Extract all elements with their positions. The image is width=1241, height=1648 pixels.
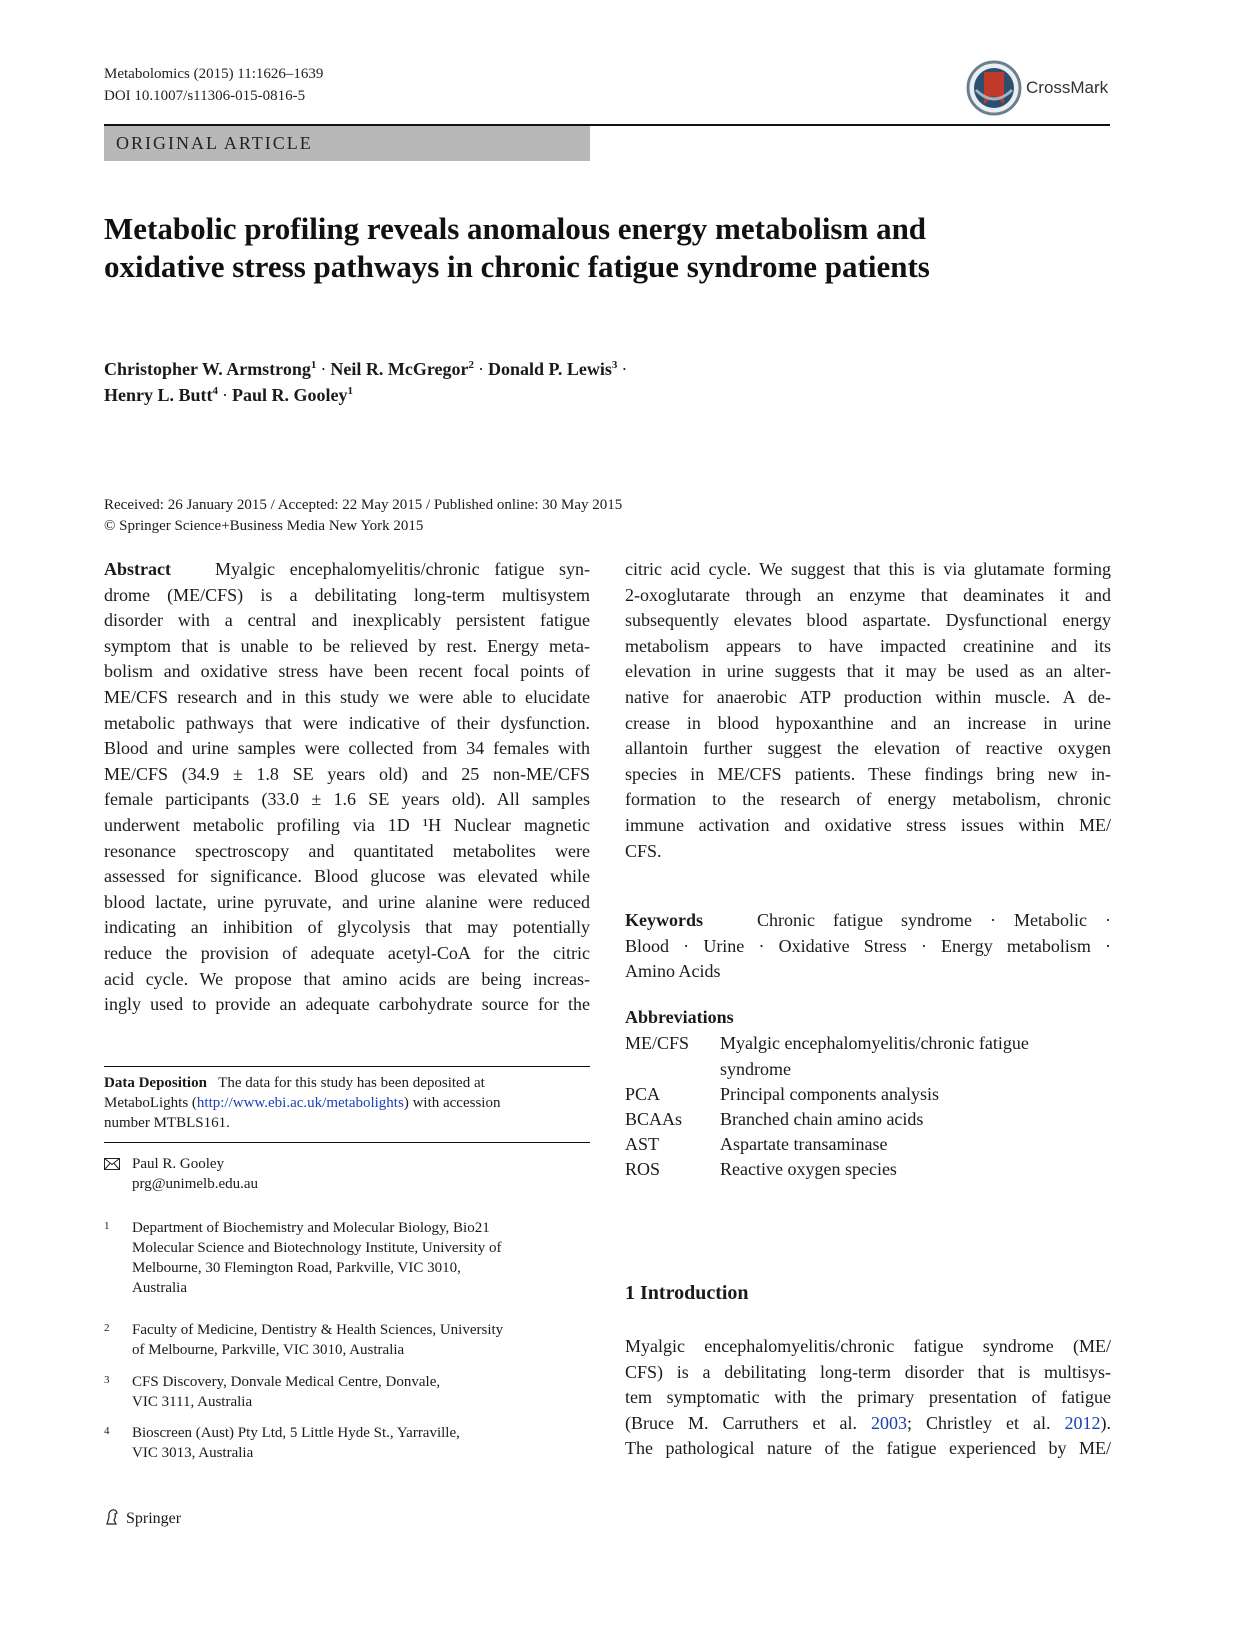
affiliation-number: 1 bbox=[104, 1220, 110, 1232]
author-line-2 bbox=[104, 382, 1004, 408]
article-type-banner: ORIGINAL ARTICLE bbox=[104, 126, 590, 161]
abstract-line: elevation in urine suggests that it may be used as an alter- bbox=[625, 661, 1111, 682]
abstract-line: CFS. bbox=[625, 840, 662, 861]
abstract-line: ingly used to provide an adequate carbohydrate source for the bbox=[104, 994, 590, 1015]
data-deposition-text: ) with accession bbox=[403, 1095, 501, 1111]
introduction-line: tem symptomatic with the primary presentation of fatigue bbox=[625, 1387, 1111, 1408]
data-deposition-text: MetaboLights ( bbox=[104, 1095, 197, 1111]
affiliation-number: 2 bbox=[104, 1322, 110, 1334]
abstract-line: subsequently elevates blood aspartate. Dysfunctional energy bbox=[625, 610, 1111, 631]
crossmark-badge[interactable] bbox=[966, 60, 1116, 118]
affiliation-line: VIC 3013, Australia bbox=[132, 1445, 254, 1461]
abstract-line: metabolic pathways that were indicative of their dysfunction. bbox=[104, 712, 590, 733]
affiliation-text bbox=[132, 1320, 572, 1360]
abbreviation-definition bbox=[720, 1031, 1110, 1082]
abstract-line: blood lactate, urine pyruvate, and urine alanine were reduced bbox=[104, 891, 590, 912]
author-name[interactable]: Henry L. Butt bbox=[104, 385, 213, 405]
abstract-line: resonance spectroscopy and quantitated metabolites were bbox=[104, 840, 590, 861]
abstract-line: assessed for significance. Blood glucose was elevated while bbox=[104, 866, 590, 887]
abstract-line: species in ME/CFS patients. These findings bring new in- bbox=[625, 763, 1111, 784]
introduction-line: The pathological nature of the fatigue experienced by ME/ bbox=[625, 1438, 1111, 1459]
abbreviations-heading: Abbreviations bbox=[625, 1007, 734, 1027]
abbreviation-definition: Reactive oxygen species bbox=[720, 1159, 897, 1179]
abbreviations bbox=[625, 1007, 1111, 1177]
abstract-line: indicating an inhibition of glycolysis that may potentially bbox=[104, 917, 590, 938]
affiliation-text bbox=[132, 1218, 572, 1298]
affiliation-line: Australia bbox=[132, 1280, 187, 1296]
introduction-line bbox=[625, 1411, 1111, 1437]
section-heading-introduction: 1 Introduction bbox=[625, 1282, 749, 1304]
author-affiliation-mark: 4 bbox=[212, 385, 219, 397]
envelope-icon bbox=[104, 1158, 120, 1170]
affiliation-line: VIC 3111, Australia bbox=[132, 1394, 253, 1410]
introduction-text-span: (Bruce M. Carruthers et al. bbox=[625, 1412, 871, 1433]
author-list bbox=[104, 356, 1004, 408]
introduction-text-span: ). bbox=[1100, 1412, 1111, 1433]
data-deposition bbox=[104, 1073, 590, 1133]
affiliation-text bbox=[132, 1372, 572, 1412]
crossmark-label: CrossMark bbox=[1026, 78, 1109, 97]
data-deposition-label: Data Deposition bbox=[104, 1075, 207, 1091]
keywords-text: Amino Acids bbox=[625, 961, 721, 982]
data-deposition-text: number MTBLS161. bbox=[104, 1115, 230, 1131]
abstract-line: citric acid cycle. We suggest that this is via glutamate forming bbox=[625, 559, 1111, 579]
abstract-right bbox=[625, 557, 1111, 864]
keywords-text: Blood · Urine · Oxidative Stress · Energy metabolism · bbox=[625, 935, 1111, 956]
author-line-1 bbox=[104, 356, 1004, 382]
abstract-left bbox=[104, 557, 590, 1018]
citation-link[interactable]: 2012 bbox=[1064, 1412, 1101, 1433]
affiliation-line: Melbourne, 30 Flemington Road, Parkville, VIC 3010, bbox=[132, 1260, 461, 1276]
introduction-text bbox=[625, 1334, 1111, 1462]
affiliation-text bbox=[132, 1423, 572, 1463]
abstract-line: symptom that is unable to be relieved by rest. Energy meta- bbox=[104, 635, 590, 656]
abstract-line bbox=[104, 557, 590, 583]
abstract-line: allantoin further suggest the elevation of reactive oxygen bbox=[625, 738, 1111, 759]
separator: · bbox=[320, 359, 327, 379]
springer-horse-icon bbox=[104, 1508, 122, 1526]
abbreviation-term: ME/CFS bbox=[625, 1033, 690, 1053]
introduction-text-span: ; Christley et al. bbox=[906, 1412, 1065, 1433]
author-affiliation-mark: 2 bbox=[468, 359, 474, 371]
author-name[interactable]: Christopher W. Armstrong bbox=[104, 359, 311, 379]
author-affiliation-mark: 3 bbox=[611, 359, 618, 371]
metabolights-link[interactable]: http://www.ebi.ac.uk/metabolights bbox=[196, 1095, 404, 1111]
abbreviation-term: AST bbox=[625, 1134, 660, 1154]
abbreviation-definition: Branched chain amino acids bbox=[720, 1109, 924, 1129]
abbreviation-definition-line: Myalgic encephalomyelitis/chronic fatigue bbox=[720, 1033, 1029, 1053]
abstract-line: ME/CFS (34.9 ± 1.8 SE years old) and 25 non-ME/CFS bbox=[104, 763, 590, 784]
abstract-line: immune activation and oxidative stress issues within ME/ bbox=[625, 814, 1111, 835]
affiliation-line: Department of Biochemistry and Molecular Biology, Bio21 bbox=[132, 1220, 490, 1236]
abstract-line: disorder with a central and inexplicably persistent fatigue bbox=[104, 610, 590, 631]
author-name[interactable]: Neil R. McGregor bbox=[330, 359, 469, 379]
affiliation-line: Molecular Science and Biotechnology Institute, University of bbox=[132, 1240, 502, 1256]
abstract-line: Blood and urine samples were collected from 34 females with bbox=[104, 738, 590, 759]
publication-dates bbox=[104, 495, 904, 537]
affiliation-line: of Melbourne, Parkville, VIC 3010, Australia bbox=[132, 1342, 405, 1358]
affiliation-line: Faculty of Medicine, Dentistry & Health Sciences, University bbox=[132, 1322, 504, 1338]
corresponding-email[interactable]: prg@unimelb.edu.au bbox=[132, 1176, 259, 1192]
abbreviation-term: BCAAs bbox=[625, 1109, 683, 1129]
abbreviation-definition: Principal components analysis bbox=[720, 1084, 939, 1104]
journal-citation: Metabolomics (2015) 11:1626–1639 bbox=[104, 66, 324, 82]
affiliations-rule bbox=[104, 1142, 590, 1143]
abbreviation-term: ROS bbox=[625, 1159, 661, 1179]
abstract-line: formation to the research of energy metabolism, chronic bbox=[625, 789, 1111, 810]
affiliation-number: 4 bbox=[104, 1425, 110, 1437]
crossmark-icon bbox=[966, 60, 1022, 116]
abstract-line: female participants (33.0 ± 1.6 SE years old). All samples bbox=[104, 789, 590, 810]
dates-line: Received: 26 January 2015 / Accepted: 22 May 2015 / Published online: 30 May 2015 bbox=[104, 497, 623, 513]
abstract-line: 2-oxoglutarate through an enzyme that deaminates it and bbox=[625, 584, 1111, 605]
abstract-line: bolism and oxidative stress have been recent focal points of bbox=[104, 661, 590, 682]
data-deposition-text: The data for this study has been deposited at bbox=[218, 1075, 485, 1091]
introduction-line: Myalgic encephalomyelitis/chronic fatigue syndrome (ME/ bbox=[625, 1336, 1111, 1356]
doi: DOI 10.1007/s11306-015-0816-5 bbox=[104, 88, 306, 104]
abstract-line: reduce the provision of adequate acetyl-CoA for the citric bbox=[104, 942, 590, 963]
article-title: Metabolic profiling reveals anomalous energy metabolism and oxidative stress pathways in chronic fatigue syndrome patients bbox=[104, 211, 930, 284]
keywords-text: Chronic fatigue syndrome · Metabolic · bbox=[757, 910, 1111, 930]
abstract-line: drome (ME/CFS) is a debilitating long-term multisystem bbox=[104, 584, 590, 605]
affiliation-number: 3 bbox=[104, 1374, 110, 1386]
abstract-text: Myalgic encephalomyelitis/chronic fatigue syn- bbox=[215, 559, 590, 579]
author-affiliation-mark: 1 bbox=[310, 359, 317, 371]
citation-link[interactable]: 2003 bbox=[870, 1412, 907, 1433]
abstract-line: crease in blood hypoxanthine and an increase in urine bbox=[625, 712, 1111, 733]
corresponding-name: Paul R. Gooley bbox=[132, 1156, 225, 1172]
abstract-line: acid cycle. We propose that amino acids are being increas- bbox=[104, 968, 590, 989]
abstract-line: metabolism appears to have impacted creatinine and its bbox=[625, 635, 1111, 656]
abbreviation-definition: Aspartate transaminase bbox=[720, 1134, 888, 1154]
abstract-label: Abstract bbox=[104, 559, 171, 579]
copyright-line: © Springer Science+Business Media New York 2015 bbox=[104, 518, 424, 534]
publisher-name: Springer bbox=[126, 1510, 182, 1527]
abstract-line: underwent metabolic profiling via 1D ¹H Nuclear magnetic bbox=[104, 814, 590, 835]
author-name[interactable]: Donald P. Lewis bbox=[487, 359, 612, 379]
affiliation-line: CFS Discovery, Donvale Medical Centre, Donvale, bbox=[132, 1374, 441, 1390]
separator: · bbox=[222, 385, 229, 405]
separator: · bbox=[477, 359, 484, 379]
introduction-line: CFS) is a debilitating long-term disorder that is multisys- bbox=[625, 1361, 1111, 1382]
author-affiliation-mark: 1 bbox=[347, 385, 354, 397]
author-name[interactable]: Paul R. Gooley bbox=[232, 385, 348, 405]
abstract-line: native for anaerobic ATP production within muscle. A de- bbox=[625, 686, 1111, 707]
keywords bbox=[625, 908, 1111, 985]
data-deposition-rule bbox=[104, 1066, 590, 1067]
keywords-label: Keywords bbox=[625, 910, 703, 930]
abbreviation-term: PCA bbox=[625, 1084, 661, 1104]
abstract-line: ME/CFS research and in this study we were able to elucidate bbox=[104, 686, 590, 707]
affiliation-line: Bioscreen (Aust) Pty Ltd, 5 Little Hyde St., Yarraville, bbox=[132, 1425, 460, 1441]
publisher-footer bbox=[104, 1508, 181, 1528]
abbreviation-definition-line: syndrome bbox=[720, 1058, 791, 1079]
separator: · bbox=[621, 359, 628, 379]
